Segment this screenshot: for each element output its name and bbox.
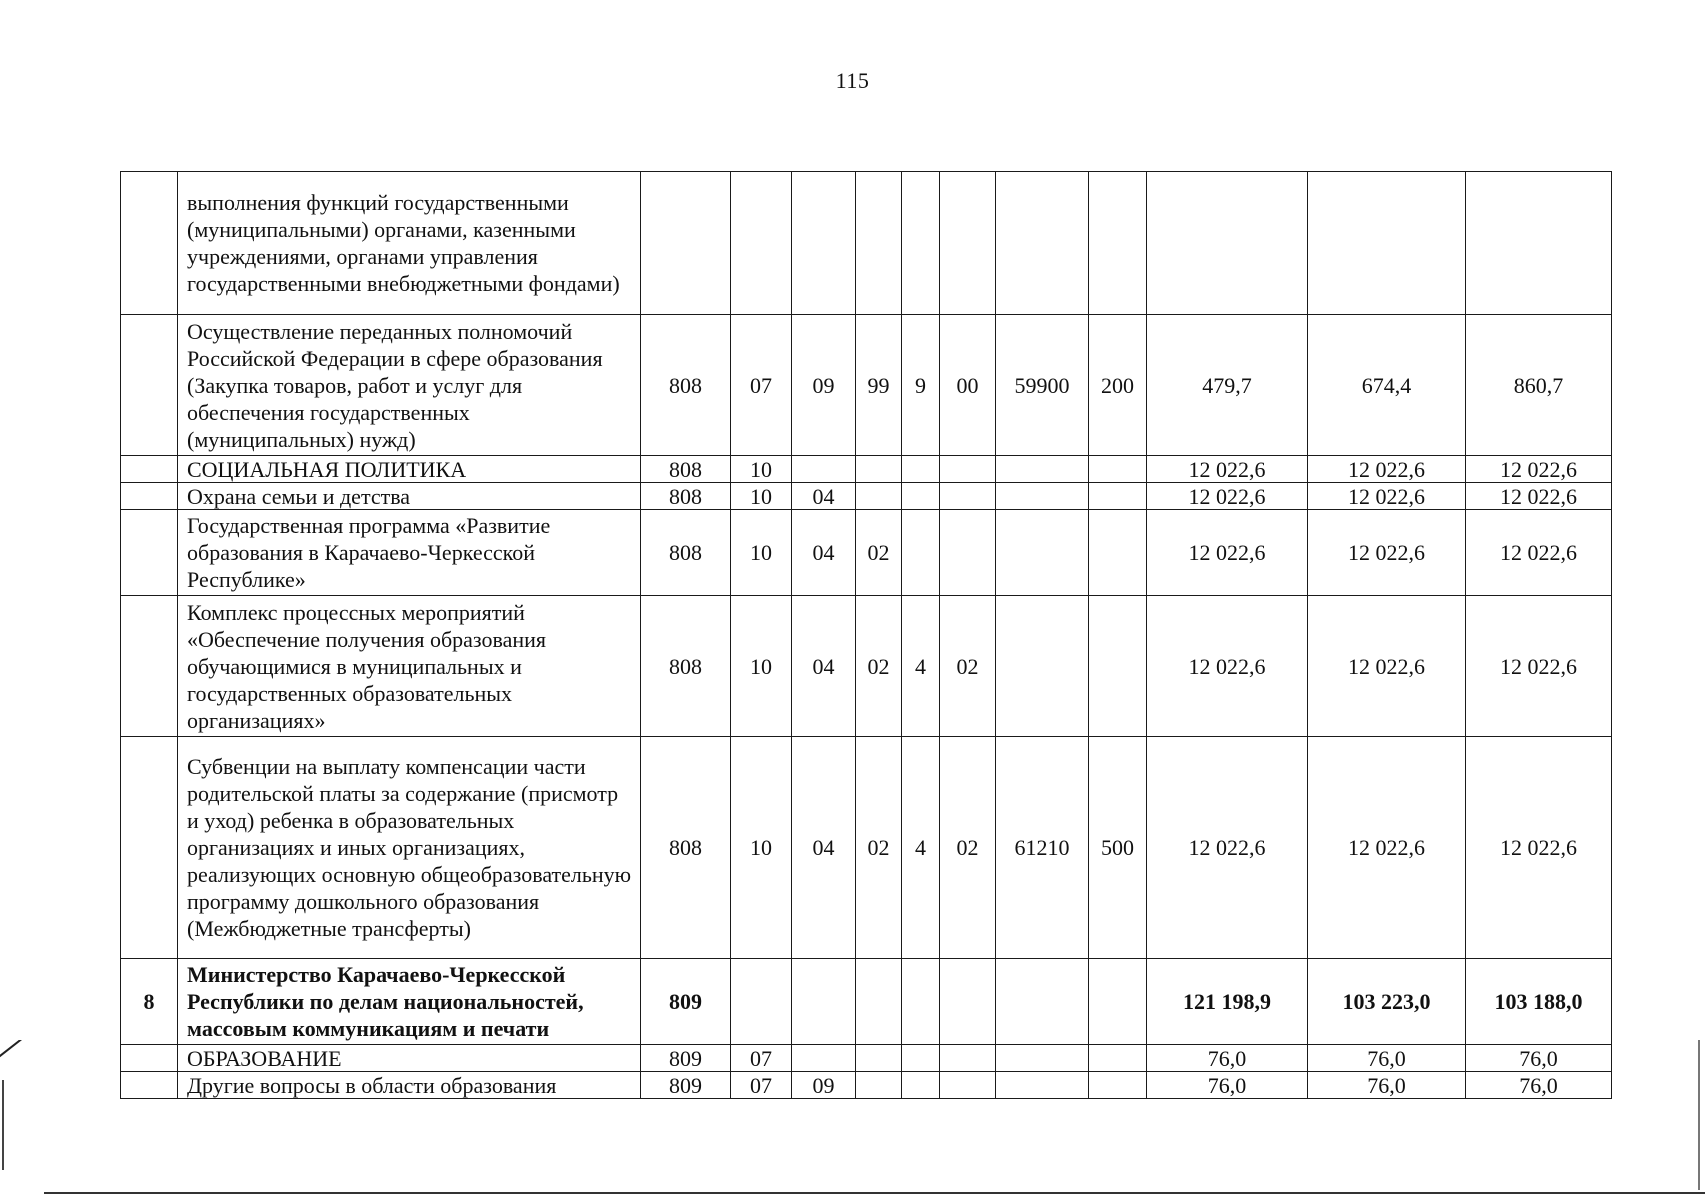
- amount-year3-cell: 12 022,6: [1466, 596, 1612, 737]
- table-row: [121, 1045, 1612, 1072]
- grbs-cell: 808: [641, 456, 731, 483]
- amount-year1-cell: 121 198,9: [1147, 959, 1308, 1045]
- amount-year3-cell: 12 022,6: [1466, 456, 1612, 483]
- grbs-cell: 808: [641, 596, 731, 737]
- row-name-cell: ОБРАЗОВАНИЕ: [178, 1045, 641, 1072]
- direction-cell: 59900: [996, 315, 1089, 456]
- direction-cell: [996, 483, 1089, 510]
- amount-year1-cell: 12 022,6: [1147, 596, 1308, 737]
- scan-edge-line: [2, 1080, 4, 1170]
- program-type-cell: [902, 959, 940, 1045]
- expense-type-cell: [1089, 959, 1147, 1045]
- subprogram-cell: [940, 1072, 996, 1099]
- section-cell: 07: [731, 1045, 792, 1072]
- direction-cell: [996, 1072, 1089, 1099]
- subprogram-cell: [940, 456, 996, 483]
- amount-year1-cell: 12 022,6: [1147, 510, 1308, 596]
- row-name-cell: Государственная программа «Развитие образования в Карачаево-Черкесской Республике»: [178, 510, 641, 596]
- program-type-cell: [902, 456, 940, 483]
- amount-year2-cell: 12 022,6: [1308, 737, 1466, 959]
- table-row: [121, 737, 1612, 959]
- table-row: [121, 959, 1612, 1045]
- row-number-cell: [121, 483, 178, 510]
- expense-type-cell: 200: [1089, 315, 1147, 456]
- subprogram-cell: [940, 959, 996, 1045]
- row-number-cell: [121, 596, 178, 737]
- row-name-cell: Субвенции на выплату компенсации части родительской платы за содержание (присмотр и уход) ребенка в образовательных организациях и иных организациях, реализующих основную общеобразовательную программу дошкольного образования (Межбюджетные трансферты): [178, 737, 641, 959]
- grbs-cell: 808: [641, 483, 731, 510]
- row-name-cell: Осуществление переданных полномочий Российской Федерации в сфере образования (Закупка товаров, работ и услуг для обеспечения государственных (муниципальных) нужд): [178, 315, 641, 456]
- subsection-cell: 04: [792, 596, 856, 737]
- expense-type-cell: 500: [1089, 737, 1147, 959]
- section-cell: [731, 172, 792, 315]
- row-number-cell: [121, 315, 178, 456]
- amount-year2-cell: 12 022,6: [1308, 456, 1466, 483]
- section-cell: 07: [731, 1072, 792, 1099]
- grbs-cell: 809: [641, 959, 731, 1045]
- expense-type-cell: [1089, 510, 1147, 596]
- direction-cell: [996, 510, 1089, 596]
- program-type-cell: [902, 1072, 940, 1099]
- subsection-cell: 04: [792, 483, 856, 510]
- subsection-cell: 04: [792, 510, 856, 596]
- section-cell: 10: [731, 510, 792, 596]
- row-name-cell: Министерство Карачаево-Черкесской Республики по делам национальностей, массовым коммуникациям и печати: [178, 959, 641, 1045]
- amount-year2-cell: 12 022,6: [1308, 596, 1466, 737]
- amount-year3-cell: [1466, 172, 1612, 315]
- row-name-cell: СОЦИАЛЬНАЯ ПОЛИТИКА: [178, 456, 641, 483]
- scan-edge-line: [1698, 1040, 1700, 1190]
- subsection-cell: 09: [792, 315, 856, 456]
- program-type-cell: [902, 172, 940, 315]
- subsection-cell: [792, 172, 856, 315]
- program-type-cell: 4: [902, 596, 940, 737]
- section-cell: 10: [731, 596, 792, 737]
- amount-year3-cell: 12 022,6: [1466, 510, 1612, 596]
- amount-year3-cell: 860,7: [1466, 315, 1612, 456]
- scan-edge-line: [44, 1192, 1705, 1194]
- subsection-cell: 09: [792, 1072, 856, 1099]
- subprogram-cell: 00: [940, 315, 996, 456]
- subprogram-cell: 02: [940, 737, 996, 959]
- section-cell: 10: [731, 737, 792, 959]
- row-number-cell: [121, 1045, 178, 1072]
- page-number: 115: [835, 68, 870, 93]
- table-row: [121, 510, 1612, 596]
- table-row: [121, 483, 1612, 510]
- subsection-cell: [792, 1045, 856, 1072]
- amount-year1-cell: 12 022,6: [1147, 737, 1308, 959]
- amount-year1-cell: 76,0: [1147, 1045, 1308, 1072]
- program-type-cell: [902, 1045, 940, 1072]
- program-code-cell: [856, 1072, 902, 1099]
- row-name-cell: Другие вопросы в области образования: [178, 1072, 641, 1099]
- grbs-cell: 808: [641, 315, 731, 456]
- row-number-cell: [121, 172, 178, 315]
- program-code-cell: [856, 456, 902, 483]
- amount-year1-cell: 76,0: [1147, 1072, 1308, 1099]
- expense-type-cell: [1089, 456, 1147, 483]
- subprogram-cell: [940, 172, 996, 315]
- direction-cell: [996, 959, 1089, 1045]
- expense-type-cell: [1089, 172, 1147, 315]
- program-type-cell: 4: [902, 737, 940, 959]
- direction-cell: [996, 456, 1089, 483]
- amount-year1-cell: 479,7: [1147, 315, 1308, 456]
- amount-year1-cell: 12 022,6: [1147, 483, 1308, 510]
- table-row: [121, 172, 1612, 315]
- section-cell: 07: [731, 315, 792, 456]
- subprogram-cell: 02: [940, 596, 996, 737]
- grbs-cell: 809: [641, 1045, 731, 1072]
- grbs-cell: 808: [641, 737, 731, 959]
- row-name-cell: Охрана семьи и детства: [178, 483, 641, 510]
- amount-year1-cell: [1147, 172, 1308, 315]
- section-cell: 10: [731, 483, 792, 510]
- amount-year3-cell: 103 188,0: [1466, 959, 1612, 1045]
- row-name-cell: Комплекс процессных мероприятий «Обеспечение получения образования обучающимися в муниципальных и государственных образовательных организациях»: [178, 596, 641, 737]
- amount-year3-cell: 12 022,6: [1466, 483, 1612, 510]
- program-code-cell: [856, 172, 902, 315]
- amount-year3-cell: 76,0: [1466, 1072, 1612, 1099]
- program-code-cell: 02: [856, 737, 902, 959]
- amount-year3-cell: 12 022,6: [1466, 737, 1612, 959]
- row-number-cell: [121, 1072, 178, 1099]
- row-number-cell: [121, 456, 178, 483]
- grbs-cell: 808: [641, 510, 731, 596]
- amount-year2-cell: 76,0: [1308, 1072, 1466, 1099]
- subprogram-cell: [940, 1045, 996, 1072]
- program-type-cell: [902, 483, 940, 510]
- amount-year2-cell: 76,0: [1308, 1045, 1466, 1072]
- direction-cell: [996, 172, 1089, 315]
- table-row: [121, 1072, 1612, 1099]
- program-code-cell: [856, 483, 902, 510]
- table-row: [121, 596, 1612, 737]
- grbs-cell: 809: [641, 1072, 731, 1099]
- grbs-cell: [641, 172, 731, 315]
- row-number-cell: 8: [121, 959, 178, 1045]
- expense-type-cell: [1089, 483, 1147, 510]
- expense-type-cell: [1089, 1045, 1147, 1072]
- program-type-cell: [902, 510, 940, 596]
- section-cell: 10: [731, 456, 792, 483]
- amount-year3-cell: 76,0: [1466, 1045, 1612, 1072]
- budget-table: [120, 171, 1612, 1099]
- direction-cell: [996, 596, 1089, 737]
- program-code-cell: [856, 1045, 902, 1072]
- subsection-cell: [792, 456, 856, 483]
- amount-year2-cell: 12 022,6: [1308, 510, 1466, 596]
- expense-type-cell: [1089, 1072, 1147, 1099]
- row-number-cell: [121, 510, 178, 596]
- program-code-cell: 02: [856, 510, 902, 596]
- row-number-cell: [121, 737, 178, 959]
- amount-year2-cell: 103 223,0: [1308, 959, 1466, 1045]
- amount-year2-cell: 674,4: [1308, 315, 1466, 456]
- direction-cell: [996, 1045, 1089, 1072]
- section-cell: [731, 959, 792, 1045]
- program-code-cell: 02: [856, 596, 902, 737]
- direction-cell: 61210: [996, 737, 1089, 959]
- program-type-cell: 9: [902, 315, 940, 456]
- table-row: [121, 456, 1612, 483]
- amount-year1-cell: 12 022,6: [1147, 456, 1308, 483]
- subprogram-cell: [940, 510, 996, 596]
- program-code-cell: [856, 959, 902, 1045]
- subprogram-cell: [940, 483, 996, 510]
- subsection-cell: 04: [792, 737, 856, 959]
- table-row: [121, 315, 1612, 456]
- expense-type-cell: [1089, 596, 1147, 737]
- scan-mark: [0, 1040, 44, 1080]
- amount-year2-cell: [1308, 172, 1466, 315]
- row-name-cell: выполнения функций государственными (муниципальными) органами, казенными учреждениями, органами управления государственными внебюджетными фондами): [178, 172, 641, 315]
- subsection-cell: [792, 959, 856, 1045]
- amount-year2-cell: 12 022,6: [1308, 483, 1466, 510]
- program-code-cell: 99: [856, 315, 902, 456]
